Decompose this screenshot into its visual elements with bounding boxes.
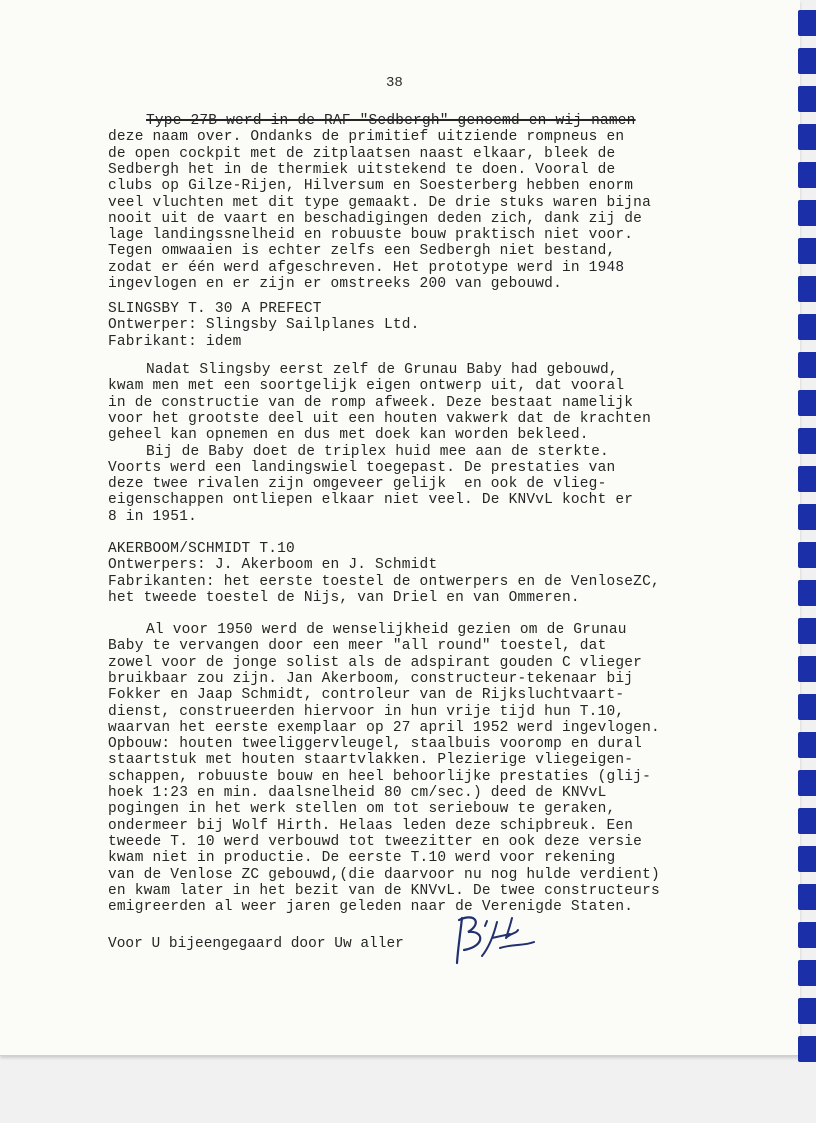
spiral-binding [798,0,816,1080]
binding-ring [798,998,816,1024]
text-line: in de constructie van de romp afweek. Deze bestaat namelijk [108,394,634,411]
binding-ring [798,770,816,796]
text-line: Ontwerper: Slingsby Sailplanes Ltd. [108,317,420,334]
text-line: Nadat Slingsby eerst zelf de Grunau Baby had gebouwd, [146,362,618,378]
text-line: Fabrikanten: het eerste toestel de ontwerpers en de VenloseZC, [108,573,660,590]
text-line: Ontwerpers: J. Akerboom en J. Schmidt [108,557,438,574]
text-line: Fokker en Jaap Schmidt, controleur van de Rijksluchtvaart- [108,687,625,704]
text-line: dienst, construeerden hiervoor in hun vrije tijd hun T.10, [108,703,625,720]
text-line: 8 in 1951. [108,508,198,525]
text-line: en kwam later in het bezit van de KNVvL. De twee constructeurs [108,882,660,899]
text-line: emigreerden al weer jaren geleden naar de Verenigde Staten. [108,899,634,916]
text-line: waarvan het eerste exemplaar op 27 april 1952 werd ingevlogen. [108,719,660,736]
text-line: SLINGSBY T. 30 A PREFECT [108,301,322,317]
binding-ring [798,580,816,606]
text-line: schappen, robuuste bouw en heel behoorlijke prestaties (glij- [108,768,651,785]
binding-ring [798,276,816,302]
text-line: Type 27B werd in de RAF "Sedbergh" genoemd en wij namen [146,113,636,129]
text-line: kwam niet in productie. De eerste T.10 werd voor rekening [108,850,616,867]
text-line: clubs op Gilze-Rijen, Hilversum en Soesterberg hebben enorm [108,178,634,195]
binding-ring [798,162,816,188]
binding-ring [798,846,816,872]
text-line: Opbouw: houten tweeliggervleugel, staalbuis vooromp en dural [108,736,643,753]
binding-ring [798,656,816,682]
text-line: Bij de Baby doet de triplex huid mee aan de sterkte. [146,443,609,460]
text-line: Voorts werd een landingswiel toegepast. De prestaties van [108,459,616,476]
text-line: deze twee rivalen zijn omgeveer gelijk en ook de vlieg- [108,476,607,493]
binding-ring [798,10,816,36]
binding-ring [798,314,816,340]
binding-ring [798,732,816,758]
text-line: zodat er één werd afgeschreven. Het prototype werd in 1948 [108,259,625,276]
binding-ring [798,428,816,454]
text-line: geheel kan opnemen en dus met doek kan worden bekleed. [108,427,589,444]
binding-ring [798,960,816,986]
text-line: veel vluchten met dit type gemaakt. De drie stuks waren bijna [108,194,651,211]
binding-ring [798,504,816,530]
text-line: kwam men met een soortgelijk eigen ontwerp uit, dat vooral [108,378,625,395]
text-line: nooit uit de vaart en beschadigingen deden zich, dank zij de [108,210,643,227]
page-number: 38 [386,75,403,91]
binding-ring [798,922,816,948]
text-line: Al voor 1950 werd de wenselijkheid gezien om de Grunau [146,622,627,638]
text-line: zowel voor de jonge solist als de adspirant gouden C vlieger [108,654,643,671]
handwritten-signature [452,908,562,968]
text-line: pogingen in het werk stellen om tot seriebouw te geraken, [108,801,616,818]
text-line: deze naam over. Ondanks de primitief uitziende rompneus en [108,129,625,146]
binding-ring [798,124,816,150]
text-line: Tegen omwaaien is echter zelfs een Sedbergh niet bestand, [108,243,616,260]
text-line: Fabrikant: idem [108,333,242,350]
binding-ring [798,390,816,416]
binding-ring [798,884,816,910]
binding-ring [798,48,816,74]
binding-ring [798,618,816,644]
text-line: ondermeer bij Wolf Hirth. Helaas leden deze schipbreuk. Een [108,817,634,834]
text-line: eigenschappen ontliepen elkaar niet veel. De KNVvL kocht er [108,492,634,509]
binding-ring [798,808,816,834]
text-line: Baby te vervangen door een meer "all round" toestel, dat [108,638,607,655]
binding-ring [798,542,816,568]
text-line: van de Venlose ZC gebouwd,(die daarvoor nu nog hulde verdient) [108,866,660,883]
binding-ring [798,238,816,264]
text-line: AKERBOOM/SCHMIDT T.10 [108,541,295,557]
text-line: staartstuk met houten staartvlakken. Plezierige vliegeigen- [108,752,634,769]
text-line: bruikbaar zou zijn. Jan Akerboom, constructeur-tekenaar bij [108,670,634,687]
text-line: ingevlogen en er zijn er omstreeks 200 van gebouwd. [108,276,562,292]
closing-line: Voor U bijeengegaard door Uw aller [108,936,404,952]
text-line: lage landingssnelheid en robuuste bouw praktisch niet voor. [108,227,634,244]
binding-ring [798,200,816,226]
text-line: Sedbergh het in de thermiek uitstekend te doen. Vooral de [108,161,616,178]
binding-ring [798,694,816,720]
text-line: hoek 1:23 en min. daalsnelheid 80 cm/sec.) deed de KNVvL [108,785,607,801]
binding-ring [798,1036,816,1062]
text-line: voor het grootste deel uit een houten vakwerk dat de krachten [108,410,651,427]
text-line: het tweede toestel de Nijs, van Driel en van Ommeren. [108,589,580,606]
text-line: tweede T. 10 werd verbouwd tot tweezitter en ook deze versie [108,833,643,850]
binding-ring [798,466,816,492]
binding-ring [798,352,816,378]
text-line: de open cockpit met de zitplaatsen naast elkaar, bleek de [108,145,616,162]
binding-ring [798,86,816,112]
